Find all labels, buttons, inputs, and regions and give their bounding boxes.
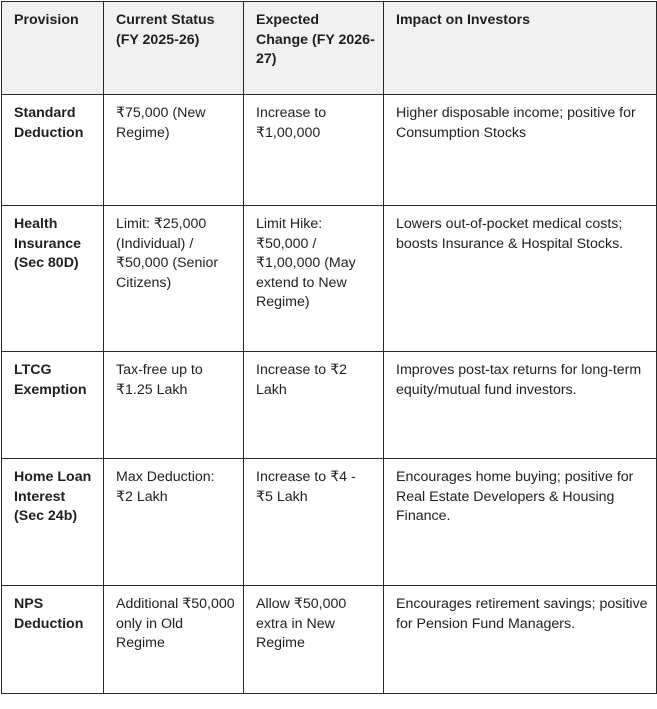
expected-change-cell: Increase to ₹2 Lakh [244, 352, 384, 459]
provision-cell: Standard Deduction [2, 95, 104, 206]
impact-cell: Improves post-tax returns for long-term equity/mutual fund investors. [384, 352, 657, 459]
header-row [2, 2, 657, 95]
table-row [2, 95, 657, 206]
table-row [2, 459, 657, 586]
header-expected-change: Expected Change (FY 2026-27) [244, 2, 384, 95]
provision-cell: Health Insurance (Sec 80D) [2, 206, 104, 352]
current-status-cell: Max Deduction: ₹2 Lakh [104, 459, 244, 586]
current-status-cell: ₹75,000 (New Regime) [104, 95, 244, 206]
expected-change-cell: Increase to ₹4 - ₹5 Lakh [244, 459, 384, 586]
tax-provisions-table [1, 1, 657, 694]
table-row [2, 586, 657, 694]
table-row [2, 352, 657, 459]
expected-change-cell: Allow ₹50,000 extra in New Regime [244, 586, 384, 694]
impact-cell: Lowers out-of-pocket medical costs; boosts Insurance & Hospital Stocks. [384, 206, 657, 352]
current-status-cell: Limit: ₹25,000 (Individual) / ₹50,000 (Senior Citizens) [104, 206, 244, 352]
expected-change-cell: Limit Hike: ₹50,000 / ₹1,00,000 (May extend to New Regime) [244, 206, 384, 352]
impact-cell: Encourages retirement savings; positive for Pension Fund Managers. [384, 586, 657, 694]
table-row [2, 206, 657, 352]
header-impact: Impact on Investors [384, 2, 657, 95]
expected-change-cell: Increase to ₹1,00,000 [244, 95, 384, 206]
header-provision: Provision [2, 2, 104, 95]
header-current-status: Current Status (FY 2025-26) [104, 2, 244, 95]
provision-cell: NPS Deduction [2, 586, 104, 694]
provision-cell: LTCG Exemption [2, 352, 104, 459]
impact-cell: Encourages home buying; positive for Real Estate Developers & Housing Finance. [384, 459, 657, 586]
provision-cell: Home Loan Interest (Sec 24b) [2, 459, 104, 586]
impact-cell: Higher disposable income; positive for Consumption Stocks [384, 95, 657, 206]
current-status-cell: Tax-free up to ₹1.25 Lakh [104, 352, 244, 459]
current-status-cell: Additional ₹50,000 only in Old Regime [104, 586, 244, 694]
